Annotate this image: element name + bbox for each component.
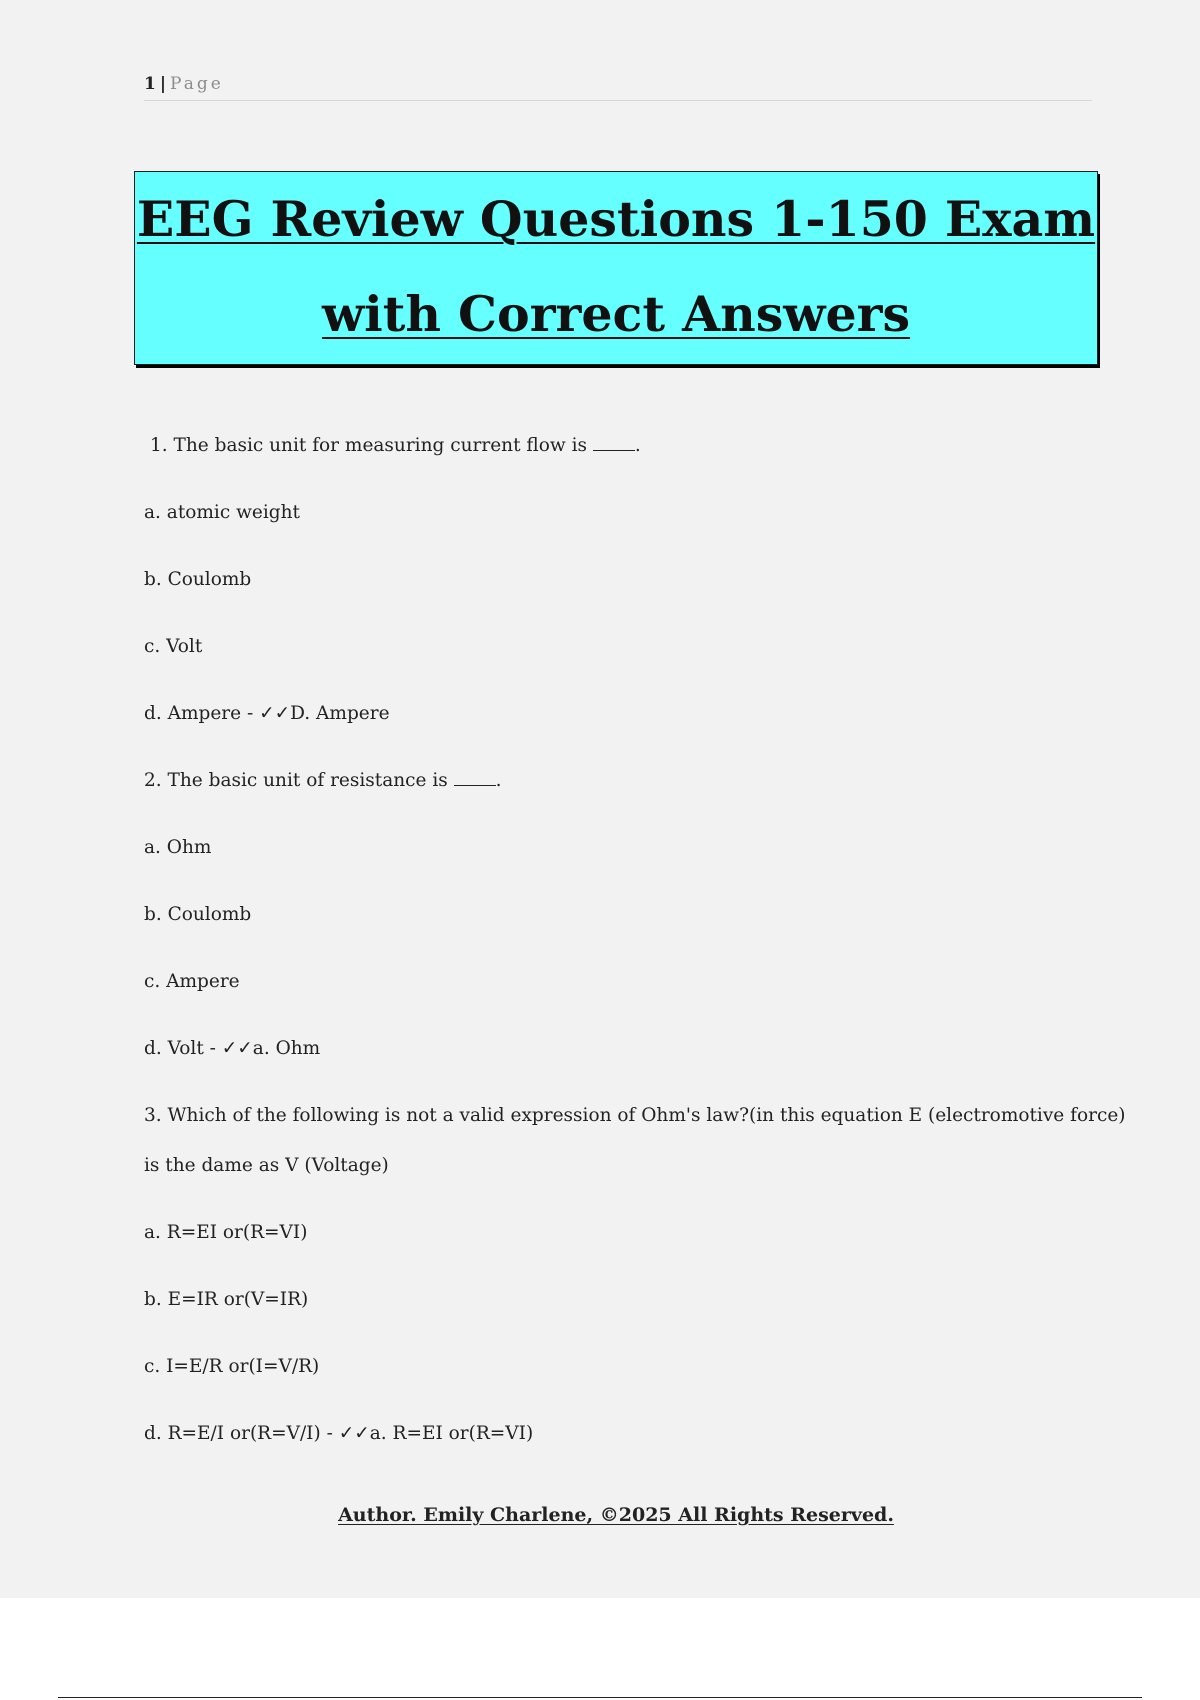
question-1-option-d (144, 696, 1092, 763)
question-2-option-a: a. Ohm (144, 837, 212, 858)
question-3-answer: a. R=EI or(R=VI) (369, 1423, 534, 1444)
question-2-stem-text: 2. The basic unit of resistance is (144, 770, 448, 791)
checkmark-icon: ✓✓ (259, 703, 291, 724)
title-line-2: with Correct Answers (321, 285, 911, 343)
question-3-option-d-text: d. R=E/I or(R=V/I) - (144, 1423, 339, 1444)
question-1-option-d-text: d. Ampere - (144, 703, 260, 724)
question-3-option-b: b. E=IR or(V=IR) (144, 1289, 309, 1310)
page-header-separator: | (159, 74, 167, 94)
question-3-stem-continued: is the dame as V (Voltage) (144, 1155, 389, 1176)
question-2-option-b: b. Coulomb (144, 904, 252, 925)
page-label: Page (170, 74, 224, 94)
next-page-rule (58, 1697, 1142, 1698)
question-3-option-c: c. I=E/R or(I=V/R) (144, 1356, 320, 1377)
question-1-option-b: b. Coulomb (144, 569, 252, 590)
question-2-stem-end: . (495, 770, 502, 791)
question-2-answer: a. Ohm (252, 1038, 321, 1059)
question-1-stem-end: . (634, 435, 641, 456)
question-2-stem (144, 763, 1092, 830)
question-1-option-a: a. atomic weight (144, 502, 300, 523)
title-line-1: EEG Review Questions 1-150 Exam (136, 190, 1096, 248)
checkmark-icon: ✓✓ (338, 1423, 370, 1444)
checkmark-icon: ✓✓ (221, 1038, 253, 1059)
title-box (134, 171, 1098, 365)
question-1-option-c: c. Volt (144, 636, 203, 657)
question-1-answer: D. Ampere (290, 703, 390, 724)
question-1-stem-text: 1. The basic unit for measuring current flow is (150, 435, 587, 456)
page-header (144, 72, 1092, 101)
answer-blank (593, 432, 635, 451)
question-3-stem: 3. Which of the following is not a valid expression of Ohm's law?(in this equation E (electromotive force) (144, 1105, 1126, 1126)
copyright-footer (0, 1500, 1200, 1530)
question-3-option-a: a. R=EI or(R=VI) (144, 1222, 308, 1243)
question-2-option-d-text: d. Volt - (144, 1038, 222, 1059)
questions-content (144, 428, 1126, 1483)
page-number: 1 (144, 74, 156, 94)
question-3-option-d (144, 1416, 1092, 1483)
question-2-option-d (144, 1031, 1092, 1098)
answer-blank (454, 767, 496, 786)
question-2-option-c: c. Ampere (144, 971, 240, 992)
copyright-text: Author. Emily Charlene, ©2025 All Rights Reserved. (338, 1504, 894, 1526)
question-1-stem (144, 428, 1092, 495)
